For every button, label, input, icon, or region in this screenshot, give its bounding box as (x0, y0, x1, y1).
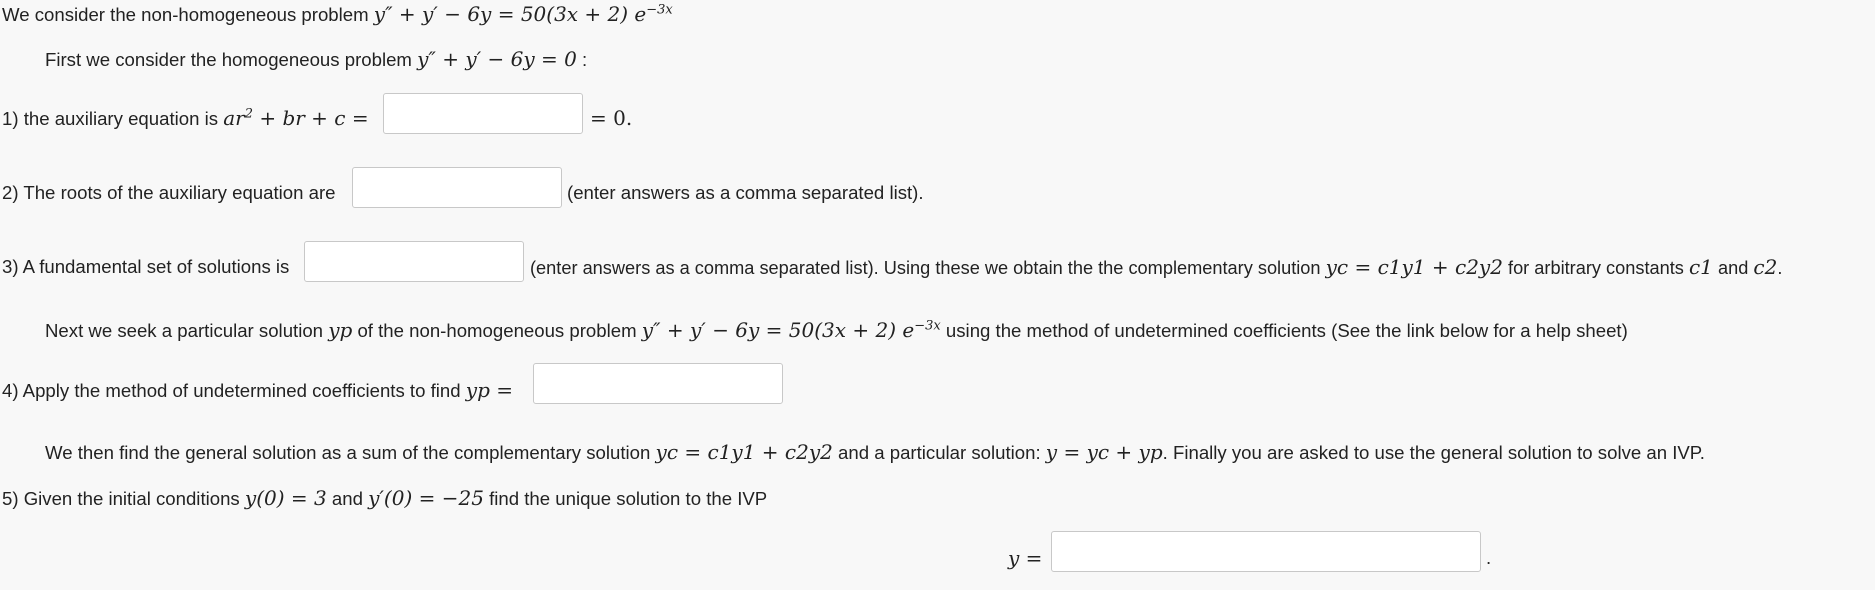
intro-text: We consider the non-homogeneous problem (2, 4, 369, 25)
q3-and: and (1717, 258, 1749, 278)
particular-text-2: of the non-homogeneous problem (357, 320, 637, 341)
q3-hint: (enter answers as a comma separated list). Using these we obtain the the complementary solution (530, 258, 1321, 278)
intro-equation: y″ + y′ − 6y = 50(3x + 2) $e^{-3x}$ (373, 2, 673, 26)
particular-yp: yp (328, 318, 353, 342)
particular-intro-line (45, 318, 1628, 343)
q3-constant-c2: c2 (1753, 255, 1778, 279)
q5-y-label: y = (1008, 546, 1043, 570)
general-y-equation: y = yc + yp (1045, 440, 1163, 464)
general-text-2: and a particular solution: (838, 442, 1041, 463)
q4-text: 4) Apply the method of undetermined coefficients to find (2, 380, 461, 401)
q3-answer-input[interactable] (304, 241, 524, 282)
homogeneous-equation: y″ + y′ − 6y = 0 (417, 47, 577, 71)
q5-period: . (1486, 547, 1492, 568)
particular-text-1: Next we seek a particular solution (45, 320, 324, 341)
q1-text: 1) the auxiliary equation is (2, 108, 219, 129)
general-text-3: . Finally you are asked to use the general solution to solve an IVP. (1162, 442, 1705, 463)
general-text-1: We then find the general solution as a sum of the complementary solution (45, 442, 651, 463)
intro-line (2, 2, 673, 27)
homogeneous-text: First we consider the homogeneous problem (45, 49, 412, 70)
q4-answer-input[interactable] (533, 363, 783, 404)
q5-and: and (331, 488, 363, 509)
general-solution-line (45, 440, 1705, 465)
q4-yp-equals: yp = (465, 378, 513, 402)
q5-initial-condition-2: y′(0) = −25 (368, 486, 484, 510)
q2-label-line (2, 181, 336, 205)
q2-answer-input[interactable] (352, 167, 562, 208)
general-complementary: yc = c1y1 + c2y2 (655, 440, 833, 464)
homogeneous-colon: : (582, 49, 588, 70)
q1-equals-zero: = 0. (590, 106, 633, 130)
q5-initial-condition-1: y(0) = 3 (244, 486, 327, 510)
q3-text: 3) A fundamental set of solutions is (2, 256, 290, 277)
q1-label-line (2, 106, 369, 131)
q1-answer-input[interactable] (383, 93, 583, 134)
particular-text-3: using the method of undetermined coefficients (See the link below for a help sheet) (945, 320, 1628, 341)
q3-constant-c1: c1 (1688, 255, 1713, 279)
q2-hint: (enter answers as a comma separated list). (567, 182, 924, 203)
q2-text: 2) The roots of the auxiliary equation are (2, 182, 336, 203)
q4-label-line (2, 378, 513, 403)
homogeneous-line (45, 47, 587, 72)
q1-polynomial: $ar^2$ + br + c = (223, 106, 369, 130)
q5-text-1: 5) Given the initial conditions (2, 488, 240, 509)
q3-label-line (2, 255, 289, 279)
q3-complementary-solution: yc = c1y1 + c2y2 (1325, 255, 1503, 279)
q3-constants-text: for arbitrary constants (1508, 258, 1684, 278)
q3-explanation: (enter answers as a comma separated list). Using these we obtain the the complementary solution yc = c1y1 + c2y2 for arbitrary constants c1 and c2. (530, 255, 1783, 279)
particular-equation: y″ + y′ − 6y = 50(3x + 2) $e^{-3x}$ (641, 318, 941, 342)
q5-label-line (2, 486, 767, 511)
q5-text-2: find the unique solution to the IVP (489, 488, 768, 509)
q5-answer-input[interactable] (1051, 531, 1481, 572)
